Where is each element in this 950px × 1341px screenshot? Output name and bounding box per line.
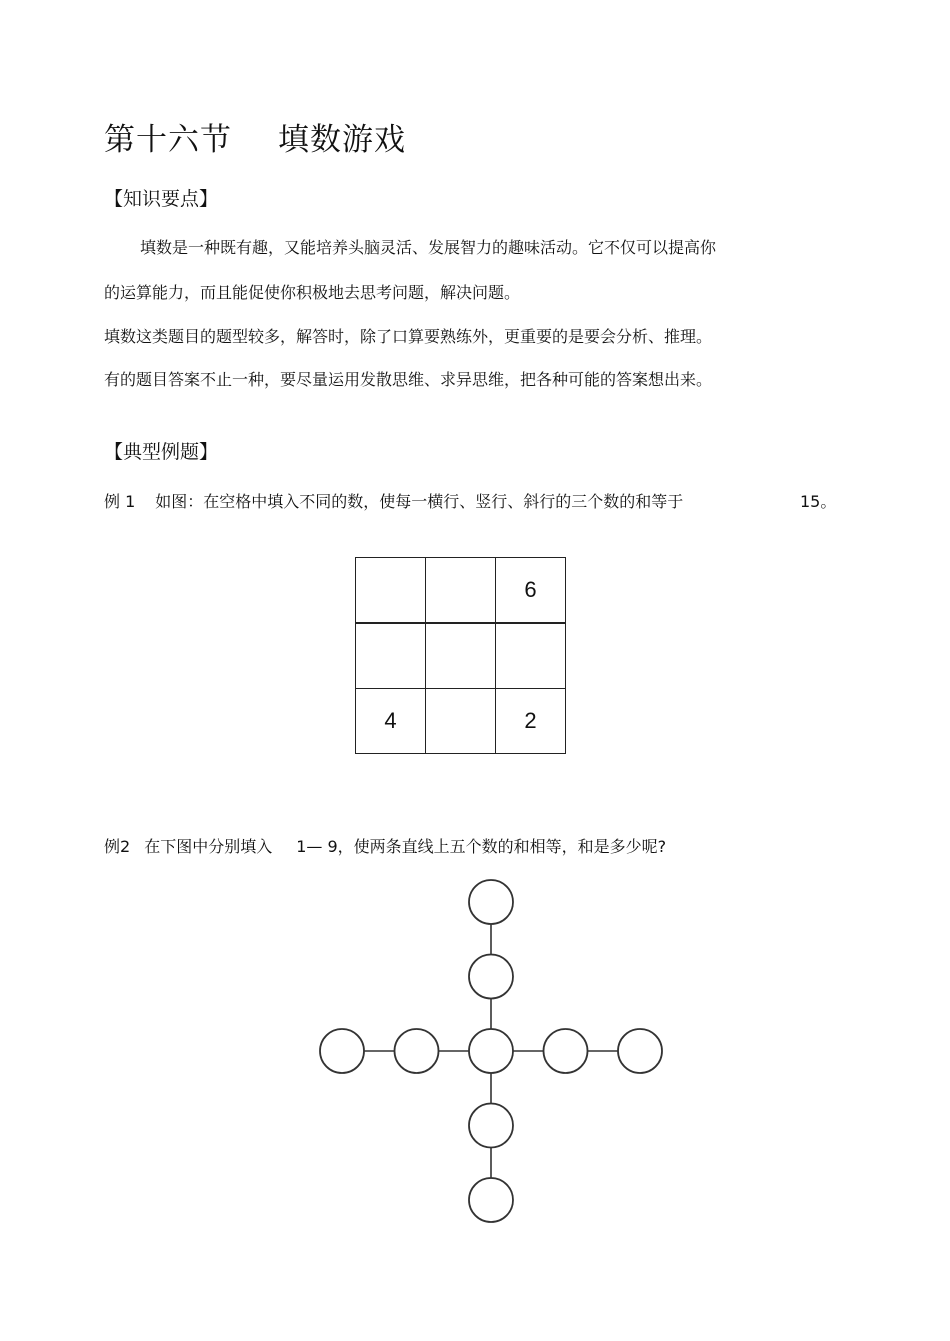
example-2-text-a: 在下图中分别填入: [144, 837, 273, 856]
knowledge-line-1: 填数是一种既有趣，又能培养头脑灵活、发展智力的趣味活动。它不仅可以提高你: [140, 238, 717, 257]
example-2-prompt: [104, 834, 666, 857]
grid-cell-r3c2[interactable]: [426, 689, 496, 754]
page-title: [104, 114, 406, 159]
example-2-text-b: ，使两条直线上五个数的和相等，和是多少呢?: [337, 837, 667, 856]
grid-cell-r2c3[interactable]: [496, 623, 566, 689]
knowledge-line-2: 的运算能力，而且能促使你积极地去思考问题，解决问题。: [104, 283, 521, 302]
grid-cell-r1c2[interactable]: [426, 558, 496, 624]
example-1-prompt: [104, 489, 683, 512]
example-2-label: 例2: [104, 837, 131, 856]
circle-h4[interactable]: [544, 1029, 588, 1073]
grid-row-2: [356, 623, 566, 689]
circle-h5[interactable]: [618, 1029, 662, 1073]
examples-heading: 【典型例题】: [104, 441, 219, 463]
circle-v5[interactable]: [469, 1178, 513, 1222]
grid-cell-r3c3[interactable]: 2: [496, 689, 566, 754]
section-topic: 填数游戏: [278, 122, 406, 158]
grid-row-3: [356, 689, 566, 754]
grid-cell-r3c1[interactable]: 4: [356, 689, 426, 754]
circle-v3[interactable]: [469, 1029, 513, 1073]
example-1-label: 例 1: [104, 492, 136, 511]
section-number: 第十六节: [104, 122, 232, 158]
grid-cell-r2c2[interactable]: [426, 623, 496, 689]
example-1-target-sum: 15。: [800, 492, 837, 511]
knowledge-heading: 【知识要点】: [104, 188, 219, 210]
knowledge-line-3: 填数这类题目的题型较多，解答时，除了口算要熟练外，更重要的是要会分析、推理。: [104, 327, 713, 346]
circle-v4[interactable]: [469, 1104, 513, 1148]
magic-square-grid: [355, 557, 566, 754]
circle-h1[interactable]: [320, 1029, 364, 1073]
circle-v1[interactable]: [469, 880, 513, 924]
grid-cell-r1c1[interactable]: [356, 558, 426, 624]
grid-row-1: [356, 558, 566, 624]
circle-h2[interactable]: [395, 1029, 439, 1073]
grid-cell-r2c1[interactable]: [356, 623, 426, 689]
grid-cell-r1c3[interactable]: 6: [496, 558, 566, 624]
circle-v2[interactable]: [469, 955, 513, 999]
example-2-range: 1— 9: [296, 837, 338, 856]
example-1-text: 如图：在空格中填入不同的数，使每一横行、竖行、斜行的三个数的和等于: [155, 492, 684, 511]
knowledge-line-4: 有的题目答案不止一种，要尽量运用发散思维、求异思维，把各种可能的答案想出来。: [104, 370, 713, 389]
